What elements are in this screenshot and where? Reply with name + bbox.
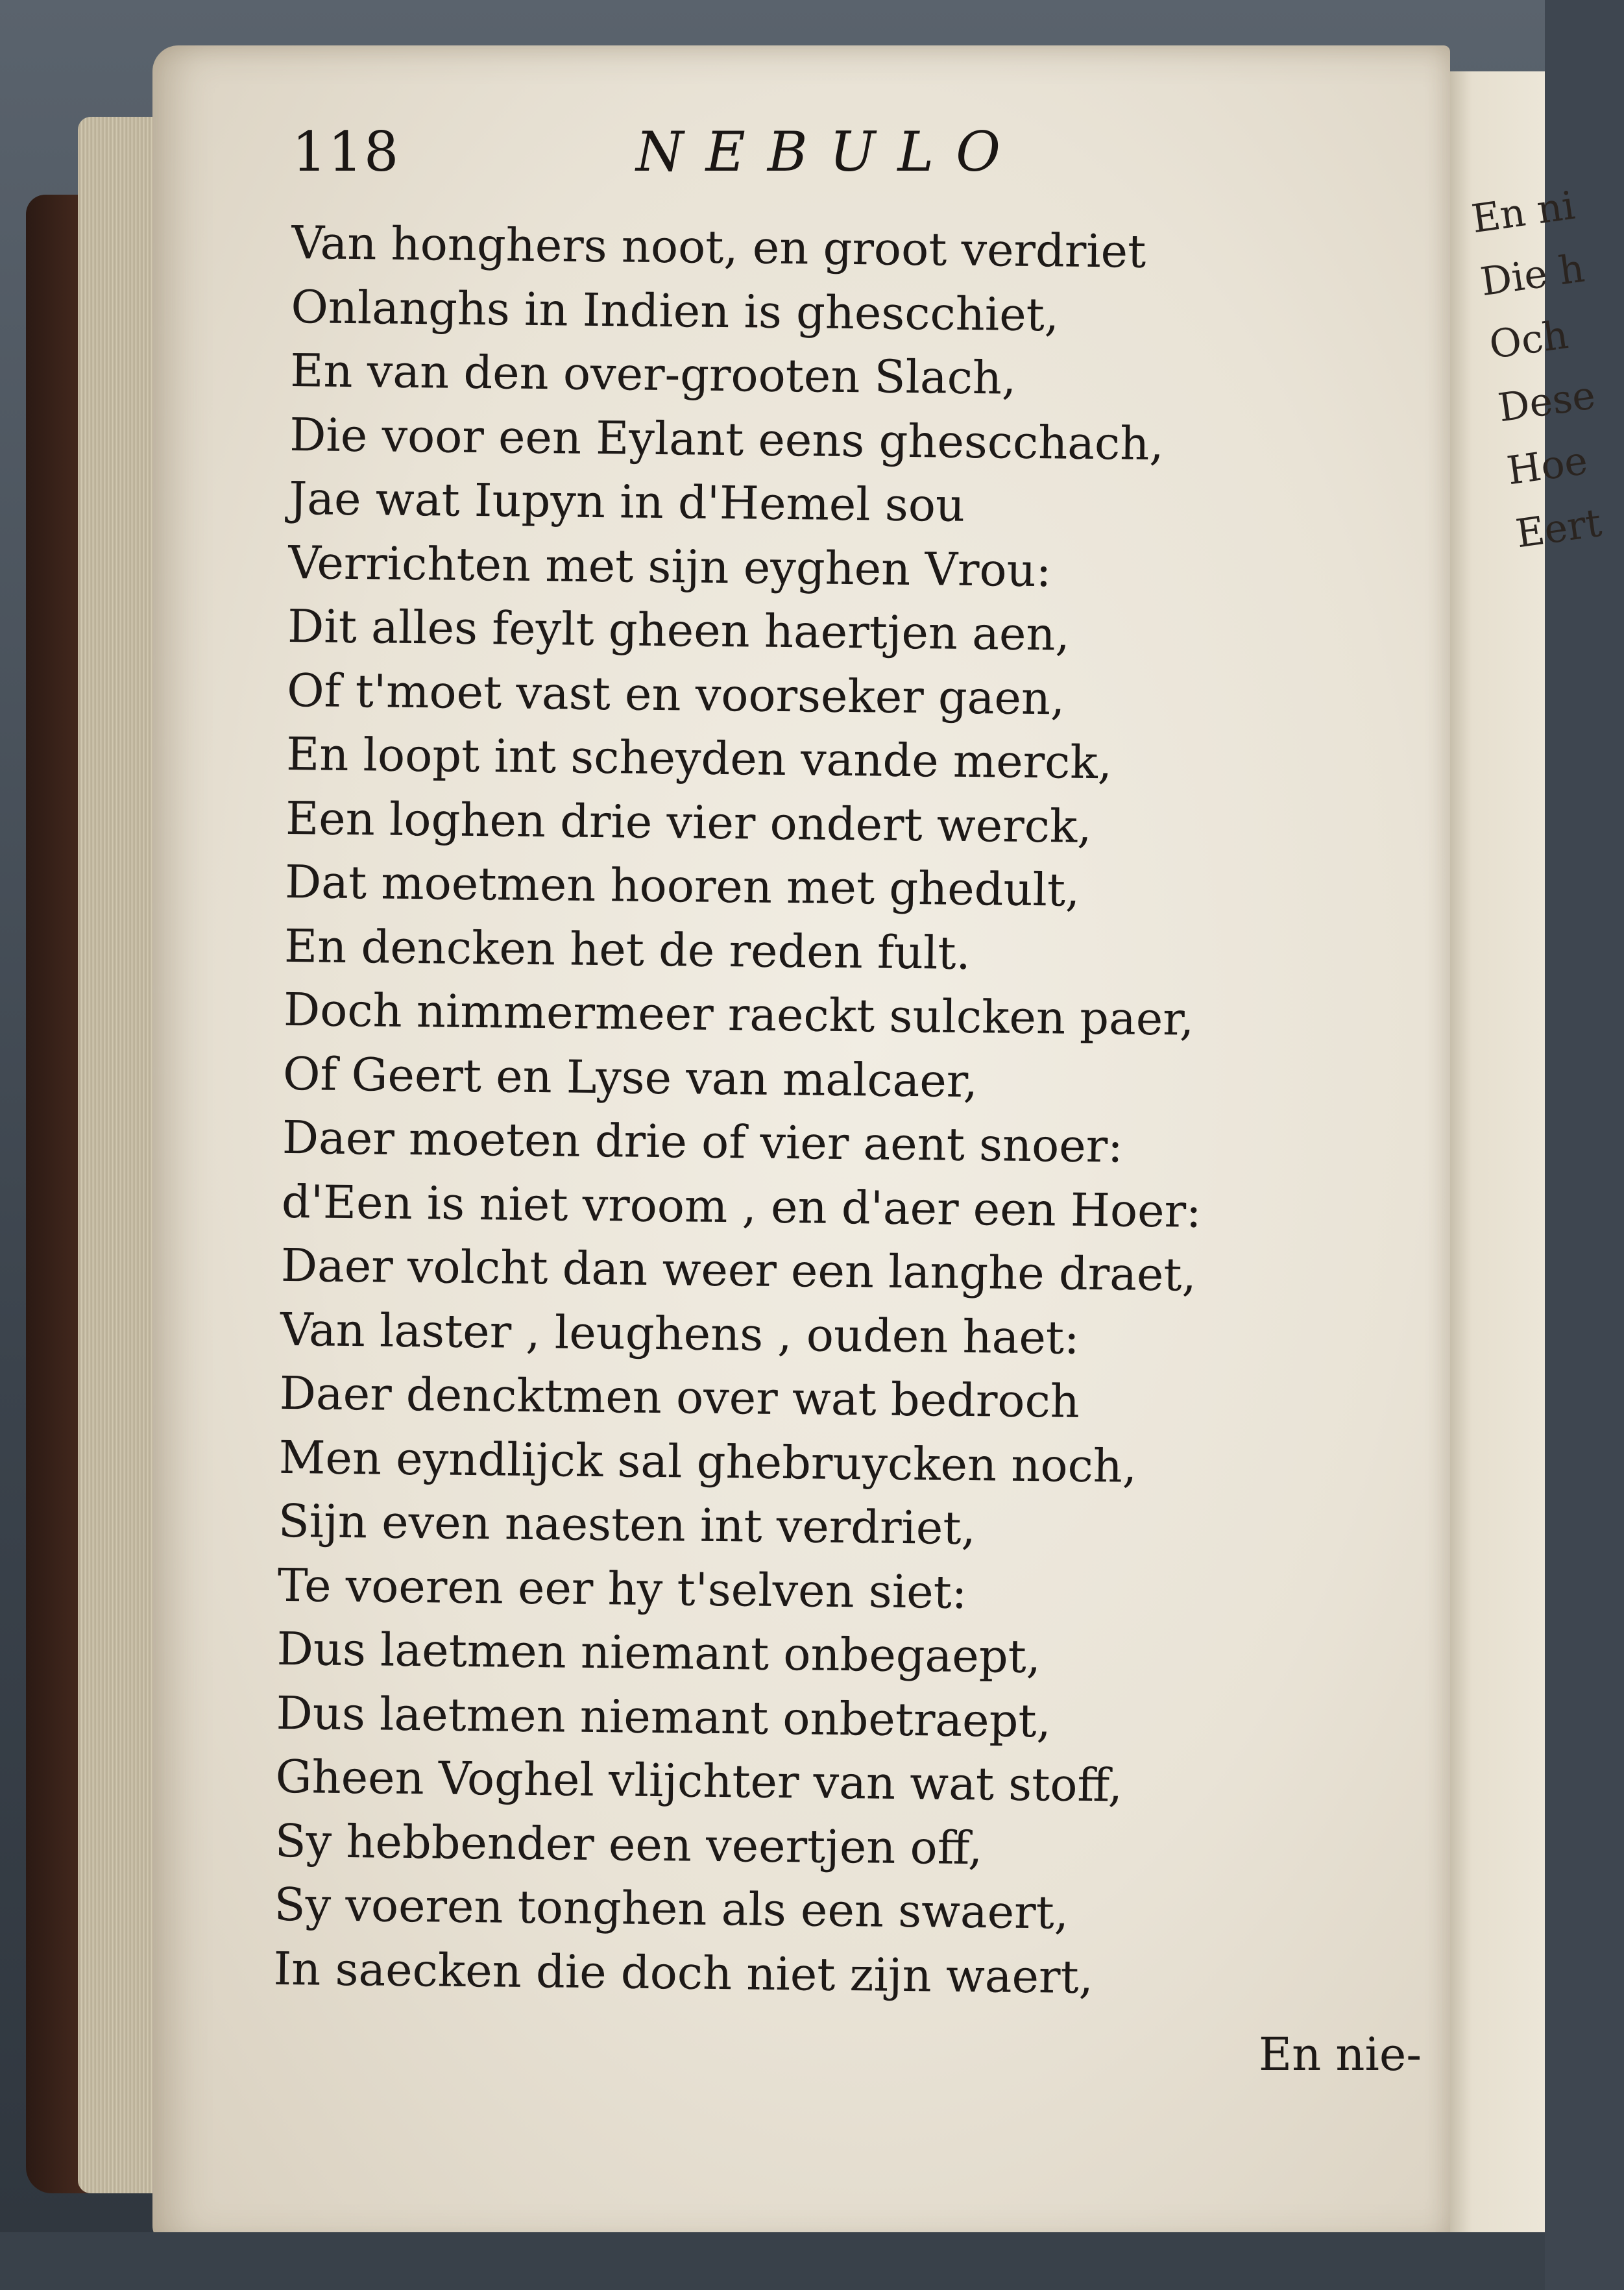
- facing-line: Eert: [1513, 500, 1605, 557]
- poem-line: En van den over-grooten Slach,: [289, 343, 1017, 405]
- poem-line: Die voor een Eylant eens ghescchach,: [289, 408, 1165, 470]
- poem-line: Of Geert en Lyse van malcaer,: [282, 1047, 978, 1108]
- poem-line: d'Een is niet vroom , en d'aer een Hoer:: [281, 1175, 1202, 1238]
- poem-line: Of t'moet vast en voorseker gaen,: [286, 663, 1065, 725]
- poem-line: Een loghen drie vier ondert werck,: [285, 791, 1093, 853]
- poem-line: Te voeren eer hy t'selven siet:: [277, 1558, 967, 1619]
- poem-line: Men eyndlijck sal ghebruycken noch,: [278, 1430, 1137, 1493]
- facing-line: Och: [1486, 312, 1571, 369]
- catchword: En nie-: [1259, 2028, 1422, 2081]
- poem-line: Dus laetmen niemant onbetraept,: [276, 1686, 1052, 1748]
- poem-line: Onlanghs in Indien is ghescchiet,: [291, 280, 1060, 341]
- facing-line: En ni: [1468, 182, 1578, 243]
- poem-line: Daer dencktmen over wat bedroch: [279, 1366, 1080, 1428]
- poem-line: Verrichten met sijn eyghen Vrou:: [287, 535, 1052, 597]
- poem-line: In saecken die doch niet zijn waert,: [273, 1942, 1094, 2004]
- running-head: NEBULO: [636, 120, 1023, 184]
- facing-line: Die h: [1477, 245, 1588, 306]
- poem-line: Daer volcht dan weer een langhe draet,: [280, 1238, 1197, 1302]
- poem-line: Sijn even naesten int verdriet,: [278, 1494, 976, 1555]
- poem-text: [273, 211, 1408, 2012]
- poem-line: Sy voeren tonghen als een swaert,: [274, 1877, 1069, 1940]
- poem-line: Jae wat Iupyn in d'Hemel sou: [288, 471, 965, 532]
- poem-line: Daer moeten drie of vier aent snoer:: [282, 1110, 1124, 1173]
- poem-line: En loopt int scheyden vande merck,: [285, 727, 1113, 790]
- poem-line: Gheen Voghel vlijchter van wat stoff,: [275, 1749, 1123, 1812]
- page-number: 118: [292, 120, 400, 184]
- poem-line: Dit alles feylt gheen haertjen aen,: [287, 599, 1071, 661]
- poem-line: Doch nimmermeer raeckt sulcken paer,: [283, 982, 1194, 1046]
- poem-line: Van laster , leughens , ouden haet:: [280, 1302, 1080, 1365]
- poem-line: Dus laetmen niemant onbegaept,: [276, 1622, 1041, 1684]
- poem-line: En dencken het de reden fult.: [284, 919, 971, 980]
- table-surface: [0, 2232, 1545, 2290]
- poem-line: Sy hebbender een veertjen off,: [274, 1814, 983, 1875]
- poem-line: Van honghers noot, en groot verdriet: [291, 215, 1146, 278]
- poem-line: Dat moetmen hooren met ghedult,: [284, 855, 1080, 917]
- facing-line: Dese: [1495, 372, 1599, 432]
- facing-line: Hoe: [1504, 437, 1591, 494]
